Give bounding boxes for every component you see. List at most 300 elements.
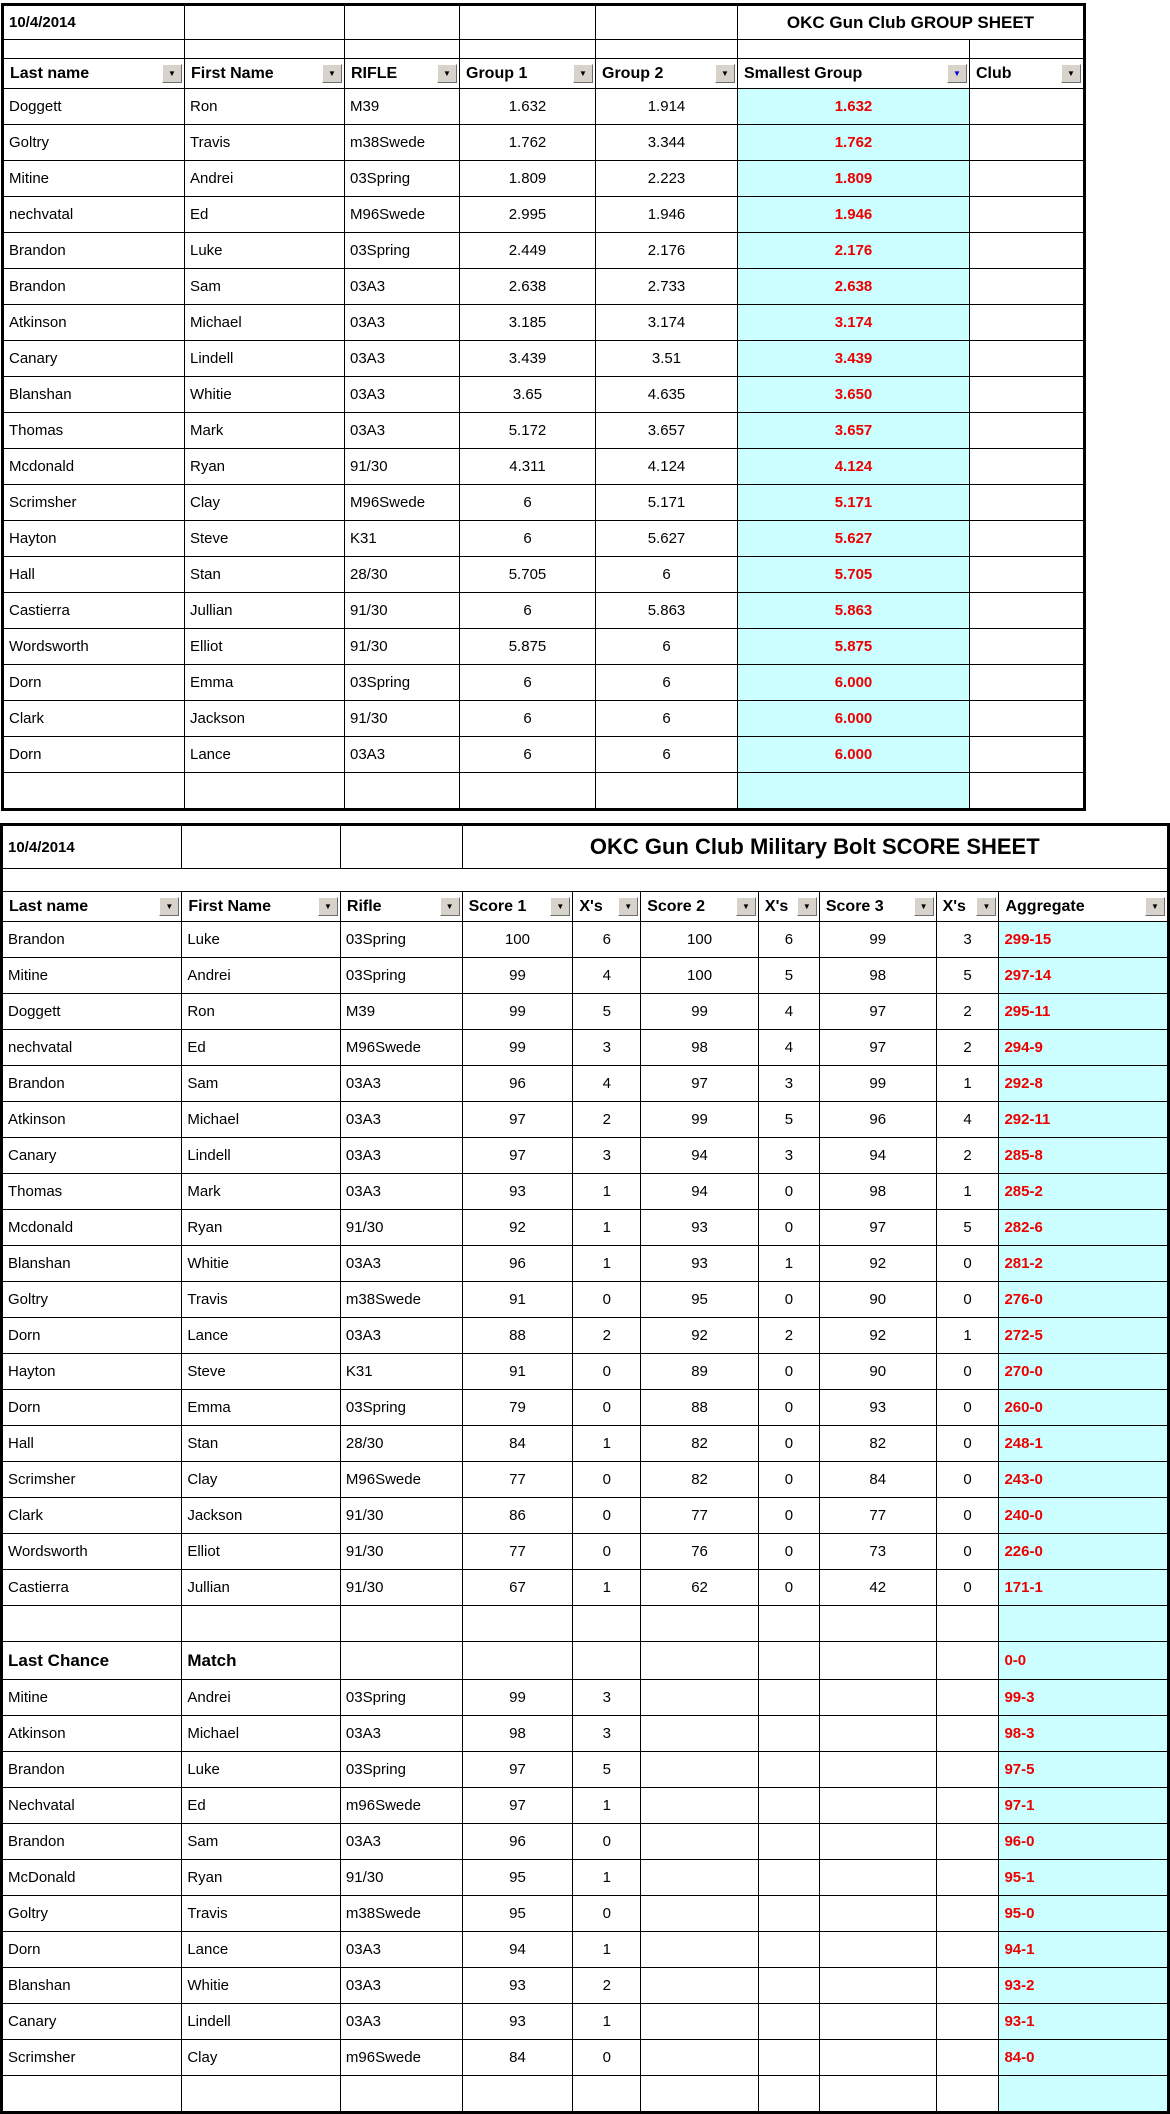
cell[interactable] [185,40,345,59]
cell-rifle[interactable] [340,1606,462,1642]
cell-score1[interactable] [462,1642,573,1680]
cell-xs1[interactable]: 0 [573,1354,641,1390]
cell-firstname[interactable]: Sam [182,1066,341,1102]
cell-rifle[interactable]: 03Spring [340,958,462,994]
cell-rifle[interactable]: 03Spring [340,922,462,958]
cell-smallest-group[interactable]: 1.632 [738,89,970,125]
cell-score1[interactable]: 98 [462,1716,573,1752]
cell-lastname[interactable]: Hall [2,1426,182,1462]
cell-rifle[interactable]: 03Spring [345,233,460,269]
cell-xs1[interactable]: 4 [573,958,641,994]
cell-score1[interactable]: 97 [462,1788,573,1824]
cell-score1[interactable]: 93 [462,2004,573,2040]
cell-group2[interactable]: 6 [596,557,738,593]
cell-score2[interactable]: 94 [641,1138,759,1174]
cell-xs2[interactable] [758,1642,819,1680]
cell-firstname[interactable]: Lance [182,1932,341,1968]
cell-score3[interactable] [819,1788,936,1824]
cell-xs1[interactable]: 0 [573,1282,641,1318]
cell-aggregate[interactable]: 281-2 [999,1246,1169,1282]
cell-score3[interactable] [819,1680,936,1716]
cell-group2[interactable]: 1.946 [596,197,738,233]
cell-rifle[interactable]: M39 [340,994,462,1030]
cell-xs2[interactable]: 1 [758,1246,819,1282]
filter-dropdown-icon[interactable]: ▼ [914,897,934,916]
cell-score1[interactable]: 99 [462,958,573,994]
cell-xs2[interactable]: 0 [758,1282,819,1318]
cell-xs2[interactable] [758,1716,819,1752]
cell-score1[interactable]: 96 [462,1246,573,1282]
cell-rifle[interactable]: 91/30 [340,1210,462,1246]
cell-xs3[interactable]: 0 [936,1246,999,1282]
cell-score3[interactable]: 92 [819,1246,936,1282]
cell-lastname[interactable]: Goltry [2,1282,182,1318]
cell-xs3[interactable]: 5 [936,1210,999,1246]
cell-xs1[interactable]: 0 [573,1462,641,1498]
cell-smallest-group[interactable]: 5.863 [738,593,970,629]
cell-score2[interactable] [641,1752,759,1788]
cell-club[interactable] [970,629,1085,665]
cell-smallest-group[interactable]: 4.124 [738,449,970,485]
col-header-last-name[interactable] [3,59,185,89]
cell-score3[interactable] [819,1642,936,1680]
col-header-group-2[interactable] [596,59,738,89]
cell-lastname[interactable]: Canary [2,2004,182,2040]
cell-xs3[interactable]: 1 [936,1318,999,1354]
cell-score2[interactable]: 93 [641,1246,759,1282]
cell-rifle[interactable]: 91/30 [340,1534,462,1570]
cell-xs1[interactable]: 3 [573,1030,641,1066]
cell-score3[interactable]: 96 [819,1102,936,1138]
cell-aggregate[interactable]: 294-9 [999,1030,1169,1066]
cell-club[interactable] [970,125,1085,161]
cell-lastname[interactable]: Dorn [2,1390,182,1426]
cell-rifle[interactable]: 03Spring [345,161,460,197]
filter-dropdown-icon[interactable]: ▼ [573,64,593,83]
cell-xs3[interactable]: 0 [936,1498,999,1534]
cell-score3[interactable] [819,1716,936,1752]
cell-aggregate[interactable]: 292-11 [999,1102,1169,1138]
cell-xs1[interactable]: 3 [573,1680,641,1716]
cell-firstname[interactable]: Andrei [185,161,345,197]
cell-xs3[interactable] [936,1716,999,1752]
cell-group2[interactable]: 5.627 [596,521,738,557]
cell-rifle[interactable]: m38Swede [340,1896,462,1932]
cell-xs3[interactable]: 0 [936,1282,999,1318]
cell-xs2[interactable]: 5 [758,1102,819,1138]
cell-rifle[interactable]: M96Swede [345,197,460,233]
cell-score2[interactable]: 98 [641,1030,759,1066]
cell-firstname[interactable]: Jullian [182,1570,341,1606]
col-header-aggregate[interactable] [999,892,1169,922]
cell-aggregate[interactable]: 98-3 [999,1716,1169,1752]
cell-rifle[interactable]: 03A3 [340,1716,462,1752]
cell-firstname[interactable]: Ryan [185,449,345,485]
cell-rifle[interactable]: 03A3 [345,413,460,449]
cell-xs2[interactable] [758,1860,819,1896]
cell-rifle[interactable]: M39 [345,89,460,125]
cell-lastname[interactable]: Mcdonald [3,449,185,485]
cell-xs3[interactable]: 0 [936,1462,999,1498]
cell-score2[interactable]: 99 [641,994,759,1030]
cell-club[interactable] [970,521,1085,557]
cell-xs3[interactable]: 0 [936,1534,999,1570]
cell-firstname[interactable]: Mark [182,1174,341,1210]
cell-score1[interactable]: 86 [462,1498,573,1534]
cell-firstname[interactable]: Elliot [185,629,345,665]
cell-xs2[interactable]: 5 [758,958,819,994]
cell-score3[interactable]: 90 [819,1354,936,1390]
cell-xs2[interactable]: 3 [758,1138,819,1174]
cell-score1[interactable]: 84 [462,2040,573,2076]
cell-firstname[interactable]: Mark [185,413,345,449]
cell-firstname[interactable]: Luke [182,922,341,958]
col-header-first-name[interactable] [185,59,345,89]
cell-lastname[interactable]: Clark [2,1498,182,1534]
cell-score2[interactable] [641,2076,759,2113]
cell-smallest-group[interactable] [738,773,970,810]
cell-xs1[interactable]: 1 [573,1860,641,1896]
cell-smallest-group[interactable]: 1.809 [738,161,970,197]
cell-score2[interactable]: 62 [641,1570,759,1606]
cell-group2[interactable]: 6 [596,701,738,737]
cell-xs1[interactable]: 1 [573,2004,641,2040]
filter-dropdown-icon[interactable]: ▼ [976,897,996,916]
cell-xs2[interactable] [758,1788,819,1824]
cell-firstname[interactable]: Lindell [185,341,345,377]
cell-score3[interactable] [819,1896,936,1932]
cell-lastname[interactable]: McDonald [2,1860,182,1896]
cell-group2[interactable]: 6 [596,665,738,701]
cell-lastname[interactable]: Clark [3,701,185,737]
cell-xs3[interactable] [936,1824,999,1860]
cell-firstname[interactable]: Elliot [182,1534,341,1570]
cell-rifle[interactable]: 03A3 [340,1968,462,2004]
cell-firstname[interactable]: Ed [182,1030,341,1066]
cell-firstname[interactable]: Michael [185,305,345,341]
cell-club[interactable] [970,89,1085,125]
cell-group2[interactable]: 6 [596,737,738,773]
cell-aggregate[interactable]: 295-11 [999,994,1169,1030]
cell-aggregate[interactable]: 99-3 [999,1680,1169,1716]
cell-group2[interactable]: 5.171 [596,485,738,521]
col-header-score-3[interactable] [819,892,936,922]
cell-xs2[interactable]: 3 [758,1066,819,1102]
cell-firstname[interactable]: Clay [182,2040,341,2076]
cell-group1[interactable]: 1.809 [460,161,596,197]
cell-score1[interactable] [462,2076,573,2113]
cell-xs1[interactable]: 5 [573,994,641,1030]
cell-club[interactable] [970,197,1085,233]
filter-dropdown-icon[interactable]: ▼ [550,897,570,916]
cell-xs2[interactable] [758,2040,819,2076]
cell-score3[interactable] [819,1968,936,2004]
cell-score1[interactable]: 88 [462,1318,573,1354]
cell-group2[interactable]: 6 [596,629,738,665]
cell-xs1[interactable]: 4 [573,1066,641,1102]
cell-xs2[interactable]: 0 [758,1426,819,1462]
cell-xs2[interactable] [758,1932,819,1968]
cell-score2[interactable] [641,1680,759,1716]
cell-rifle[interactable]: 03A3 [340,1174,462,1210]
cell-rifle[interactable]: 03A3 [340,1138,462,1174]
cell-club[interactable] [970,557,1085,593]
cell-xs2[interactable]: 4 [758,1030,819,1066]
cell-aggregate[interactable]: 94-1 [999,1932,1169,1968]
cell-firstname[interactable]: Travis [182,1282,341,1318]
cell[interactable] [345,40,460,59]
filter-dropdown-icon[interactable]: ▼ [159,897,179,916]
cell-xs2[interactable] [758,2076,819,2113]
cell[interactable] [596,40,738,59]
cell-xs3[interactable]: 0 [936,1354,999,1390]
cell-lastname[interactable]: Mitine [2,958,182,994]
cell-aggregate[interactable]: 171-1 [999,1570,1169,1606]
cell-group2[interactable]: 2.223 [596,161,738,197]
cell[interactable] [738,40,970,59]
cell-rifle[interactable]: 03A3 [340,1932,462,1968]
cell-rifle[interactable]: 91/30 [340,1498,462,1534]
cell-xs2[interactable]: 6 [758,922,819,958]
cell-group1[interactable]: 3.439 [460,341,596,377]
cell-aggregate[interactable]: 0-0 [999,1642,1169,1680]
cell-xs1[interactable]: 3 [573,1716,641,1752]
cell-xs3[interactable] [936,2004,999,2040]
cell-rifle[interactable]: 03Spring [345,665,460,701]
cell-firstname[interactable]: Ryan [182,1860,341,1896]
cell-lastname[interactable]: Blanshan [3,377,185,413]
cell-xs1[interactable] [573,1606,641,1642]
cell-xs3[interactable]: 2 [936,1138,999,1174]
cell-group1[interactable]: 5.875 [460,629,596,665]
col-header-score-1[interactable] [462,892,573,922]
cell-rifle[interactable]: 03A3 [345,377,460,413]
cell-score2[interactable] [641,1606,759,1642]
cell-xs1[interactable]: 1 [573,1932,641,1968]
cell-score1[interactable]: 77 [462,1462,573,1498]
cell-rifle[interactable]: m38Swede [345,125,460,161]
cell-group2[interactable]: 4.124 [596,449,738,485]
cell-firstname[interactable]: Stan [182,1426,341,1462]
cell-firstname[interactable]: Lance [182,1318,341,1354]
cell-xs1[interactable]: 2 [573,1102,641,1138]
cell-lastname[interactable]: Castierra [3,593,185,629]
cell-score1[interactable]: 99 [462,994,573,1030]
cell-score1[interactable]: 96 [462,1824,573,1860]
cell-club[interactable] [970,593,1085,629]
cell-score2[interactable]: 82 [641,1462,759,1498]
cell-xs1[interactable]: 1 [573,1788,641,1824]
cell-xs3[interactable] [936,2040,999,2076]
col-header-x-s[interactable] [758,892,819,922]
cell-firstname[interactable]: Ed [182,1788,341,1824]
cell-aggregate[interactable]: 93-1 [999,2004,1169,2040]
cell-rifle[interactable]: 03A3 [340,1318,462,1354]
cell-group1[interactable]: 6 [460,737,596,773]
cell-score2[interactable] [641,1896,759,1932]
cell-firstname[interactable]: Steve [185,521,345,557]
cell-aggregate[interactable]: 84-0 [999,2040,1169,2076]
cell-firstname[interactable]: Stan [185,557,345,593]
cell-xs3[interactable]: 0 [936,1390,999,1426]
cell-lastname[interactable]: Hayton [3,521,185,557]
cell-aggregate[interactable]: 243-0 [999,1462,1169,1498]
cell-score1[interactable]: 96 [462,1066,573,1102]
cell-rifle[interactable]: 28/30 [340,1426,462,1462]
cell-xs3[interactable] [936,2076,999,2113]
cell-score1[interactable]: 79 [462,1390,573,1426]
cell-xs2[interactable]: 0 [758,1462,819,1498]
cell-xs3[interactable]: 4 [936,1102,999,1138]
cell-aggregate[interactable]: 97-5 [999,1752,1169,1788]
cell-rifle[interactable]: m96Swede [340,2040,462,2076]
cell-club[interactable] [970,269,1085,305]
col-header-x-s[interactable] [936,892,999,922]
cell-xs1[interactable]: 0 [573,1824,641,1860]
cell-score3[interactable]: 82 [819,1426,936,1462]
cell-lastname[interactable]: Scrimsher [2,1462,182,1498]
cell-rifle[interactable]: 03A3 [340,1066,462,1102]
cell-firstname[interactable]: Lindell [182,2004,341,2040]
cell-score3[interactable]: 77 [819,1498,936,1534]
cell-score3[interactable]: 94 [819,1138,936,1174]
cell-smallest-group[interactable]: 3.174 [738,305,970,341]
cell-group1[interactable]: 1.762 [460,125,596,161]
cell-aggregate[interactable]: 93-2 [999,1968,1169,2004]
cell-group2[interactable]: 2.733 [596,269,738,305]
cell-xs3[interactable] [936,1968,999,2004]
cell-smallest-group[interactable]: 1.946 [738,197,970,233]
cell-aggregate[interactable] [999,2076,1169,2113]
cell-aggregate[interactable]: 226-0 [999,1534,1169,1570]
cell-club[interactable] [970,485,1085,521]
cell-score2[interactable] [641,1824,759,1860]
cell-firstname[interactable]: Sam [182,1824,341,1860]
cell-xs1[interactable]: 6 [573,922,641,958]
cell-score3[interactable]: 92 [819,1318,936,1354]
cell-score2[interactable]: 95 [641,1282,759,1318]
filter-dropdown-icon[interactable]: ▼ [797,897,817,916]
cell-group1[interactable]: 6 [460,593,596,629]
cell-firstname[interactable]: Steve [182,1354,341,1390]
cell-score2[interactable]: 76 [641,1534,759,1570]
cell-score3[interactable] [819,1752,936,1788]
cell-smallest-group[interactable]: 5.875 [738,629,970,665]
cell-rifle[interactable] [345,773,460,810]
cell-group1[interactable]: 2.638 [460,269,596,305]
cell-group2[interactable]: 3.657 [596,413,738,449]
cell-lastname[interactable]: nechvatal [3,197,185,233]
cell-firstname[interactable]: Andrei [182,1680,341,1716]
cell-score1[interactable]: 77 [462,1534,573,1570]
cell-xs2[interactable] [758,1968,819,2004]
cell-group2[interactable]: 3.51 [596,341,738,377]
cell-lastname[interactable]: Blanshan [2,1246,182,1282]
cell-score3[interactable]: 84 [819,1462,936,1498]
cell-club[interactable] [970,305,1085,341]
cell-lastname[interactable]: Castierra [2,1570,182,1606]
cell-score1[interactable]: 67 [462,1570,573,1606]
col-header-rifle[interactable] [340,892,462,922]
cell-lastname[interactable]: Blanshan [2,1968,182,2004]
cell-group2[interactable]: 1.914 [596,89,738,125]
cell-aggregate[interactable] [999,1606,1169,1642]
cell-score2[interactable]: 93 [641,1210,759,1246]
cell-club[interactable] [970,773,1085,810]
cell-lastname[interactable] [2,1606,182,1642]
cell-rifle[interactable]: K31 [345,521,460,557]
cell[interactable] [345,5,460,40]
cell-score3[interactable] [819,2004,936,2040]
cell-firstname[interactable]: Travis [185,125,345,161]
cell-firstname[interactable]: Jackson [182,1498,341,1534]
cell-score3[interactable] [819,1932,936,1968]
cell[interactable] [596,5,738,40]
cell-smallest-group[interactable]: 2.638 [738,269,970,305]
cell[interactable] [340,825,462,869]
cell-score2[interactable]: 100 [641,958,759,994]
cell-score1[interactable]: 93 [462,1174,573,1210]
cell-rifle[interactable]: 03A3 [345,269,460,305]
cell-aggregate[interactable]: 299-15 [999,922,1169,958]
cell-aggregate[interactable]: 260-0 [999,1390,1169,1426]
cell-rifle[interactable]: 91/30 [345,593,460,629]
cell-rifle[interactable]: m38Swede [340,1282,462,1318]
cell-score3[interactable]: 97 [819,1030,936,1066]
cell-score2[interactable] [641,1788,759,1824]
cell[interactable] [182,825,341,869]
cell-smallest-group[interactable]: 5.171 [738,485,970,521]
cell-xs2[interactable] [758,2004,819,2040]
cell-score2[interactable]: 99 [641,1102,759,1138]
cell-score2[interactable]: 92 [641,1318,759,1354]
cell-score3[interactable]: 42 [819,1570,936,1606]
cell-firstname[interactable]: Clay [182,1462,341,1498]
cell-lastname[interactable]: Atkinson [2,1102,182,1138]
cell-lastname[interactable]: Dorn [2,1932,182,1968]
cell-firstname[interactable]: Lindell [182,1138,341,1174]
cell-club[interactable] [970,377,1085,413]
cell-group2[interactable]: 3.344 [596,125,738,161]
cell-lastname[interactable]: Dorn [3,737,185,773]
cell-lastname[interactable]: Canary [2,1138,182,1174]
cell-xs2[interactable] [758,1752,819,1788]
col-header-last-name[interactable] [2,892,182,922]
cell-firstname[interactable]: Michael [182,1102,341,1138]
cell-aggregate[interactable]: 95-1 [999,1860,1169,1896]
cell-xs1[interactable]: 1 [573,1570,641,1606]
cell-aggregate[interactable]: 248-1 [999,1426,1169,1462]
cell-xs1[interactable]: 0 [573,1896,641,1932]
cell-score1[interactable]: 92 [462,1210,573,1246]
cell-firstname[interactable]: Luke [182,1752,341,1788]
cell[interactable] [460,5,596,40]
cell-xs2[interactable] [758,1680,819,1716]
cell-xs2[interactable]: 2 [758,1318,819,1354]
cell-lastname[interactable] [2,2076,182,2113]
cell-score1[interactable]: 97 [462,1752,573,1788]
cell-xs3[interactable]: 2 [936,994,999,1030]
cell-score2[interactable]: 100 [641,922,759,958]
cell-score1[interactable]: 95 [462,1860,573,1896]
cell-xs2[interactable]: 0 [758,1534,819,1570]
sheet-date[interactable]: 10/4/2014 [2,825,182,869]
cell-score1[interactable]: 95 [462,1896,573,1932]
cell[interactable] [3,40,185,59]
filter-dropdown-icon[interactable]: ▼ [322,64,342,83]
col-header-score-2[interactable] [641,892,759,922]
cell-score3[interactable]: 73 [819,1534,936,1570]
